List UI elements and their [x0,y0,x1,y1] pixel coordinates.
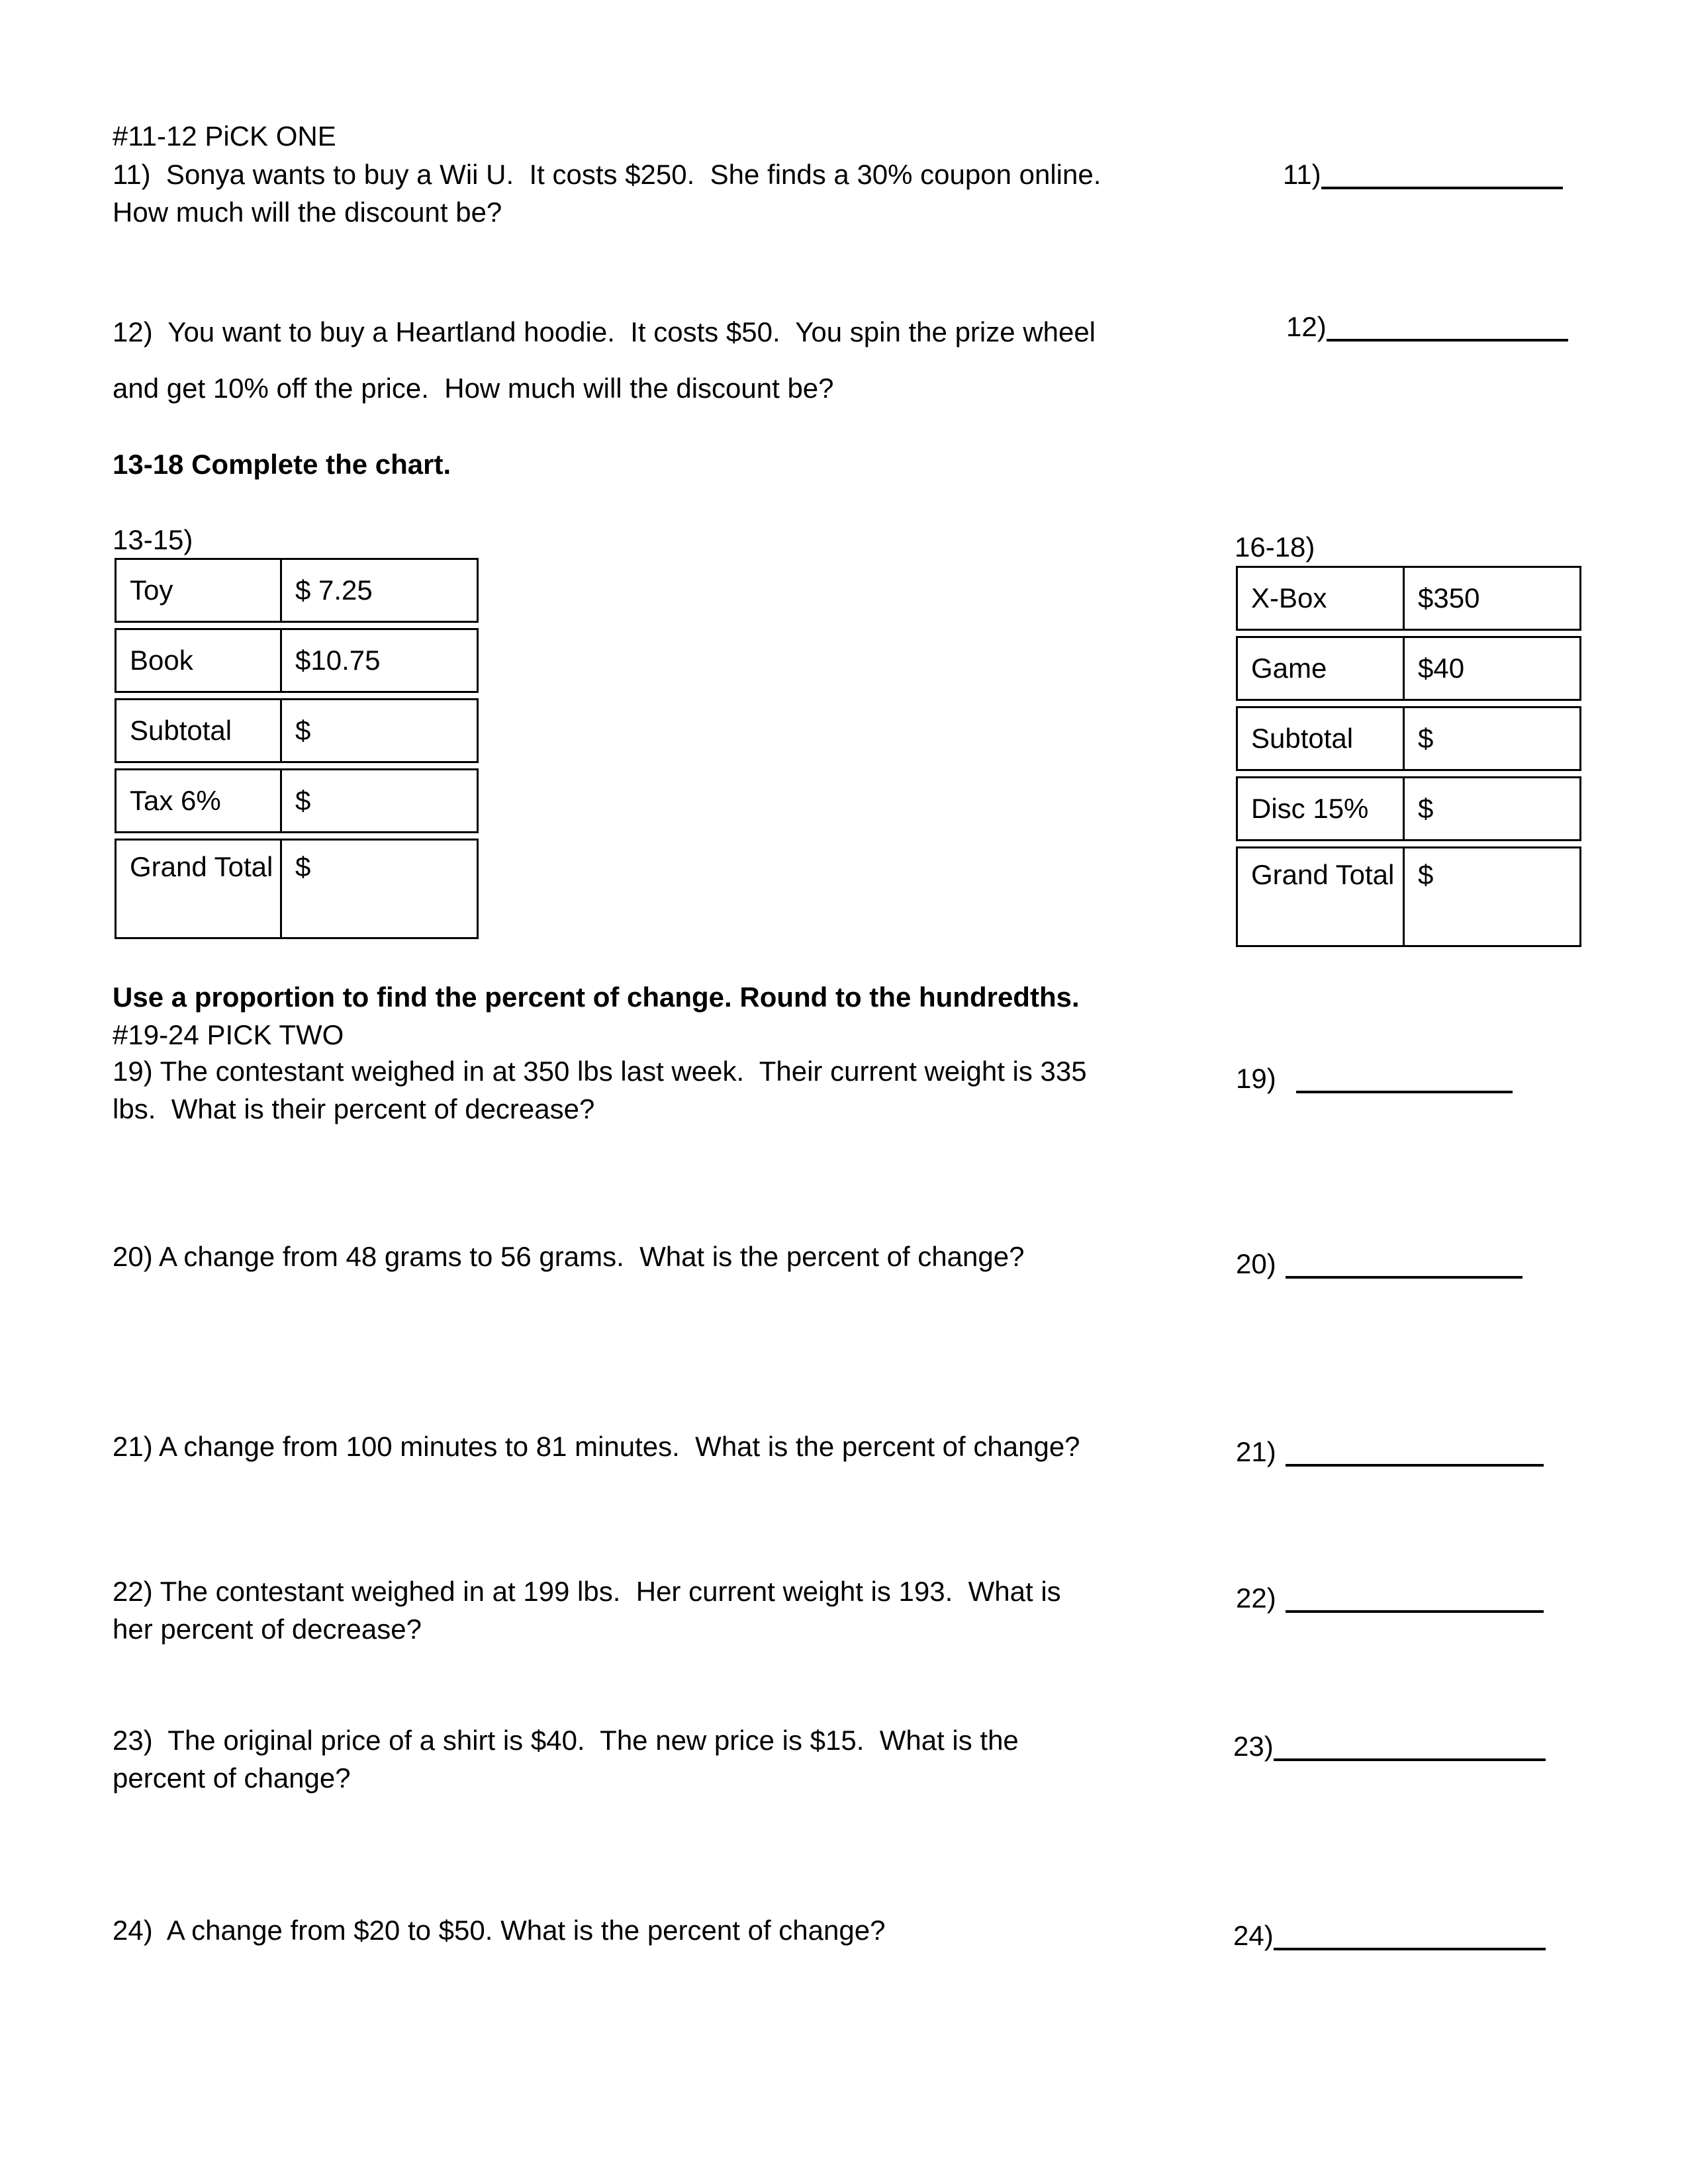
answer-12-blank [1327,311,1568,341]
answer-24-blank [1274,1920,1546,1950]
answer-21-label: 21) [1236,1436,1276,1467]
table-cell-item: Disc 15% [1238,778,1405,839]
question-21-line1: 21) A change from 100 minutes to 81 minutes. What is the percent of change? [113,1431,1080,1462]
table-row [1236,566,1581,631]
table-cell-item: Subtotal [117,700,282,761]
table-row [115,698,479,763]
table-cell-value: $ [295,715,311,746]
question-12-line1: 12) You want to buy a Heartland hoodie. It costs $50. You spin the prize wheel [113,316,1096,347]
answer-11 [1283,159,1563,191]
question-19-line2: lbs. What is their percent of decrease? [113,1093,595,1124]
answer-24 [1233,1920,1546,1952]
table-cell-value: $ [295,851,311,882]
answer-22-label: 22) [1236,1582,1276,1614]
table-row [115,628,479,693]
question-24-line1: 24) A change from $20 to $50. What is the percent of change? [113,1915,886,1946]
question-12-line2: and get 10% off the price. How much will the discount be? [113,373,834,404]
answer-11-blank [1321,159,1563,189]
question-11-line2: How much will the discount be? [113,197,502,228]
table-cell-item: Book [117,630,282,691]
table-cell-value: $350 [1418,582,1480,614]
answer-19 [1236,1063,1513,1095]
table-cell-item: Tax 6% [117,770,282,831]
table-row [1236,776,1581,841]
question-23-line2: percent of change? [113,1762,351,1794]
table-row [115,839,479,939]
left-table-caption: 13-15) [113,524,193,555]
left-table [115,558,479,944]
question-20-line1: 20) A change from 48 grams to 56 grams. What is the percent of change? [113,1241,1025,1272]
table-row [1236,846,1581,947]
pick-one-header: #11-12 PiCK ONE [113,120,336,152]
table-row [1236,636,1581,701]
table-cell-value: $40 [1418,653,1465,684]
answer-24-label: 24) [1233,1920,1274,1951]
right-table [1236,566,1581,952]
question-19-line1: 19) The contestant weighed in at 350 lbs last week. Their current weight is 335 [113,1056,1087,1087]
answer-20-blank [1286,1248,1523,1279]
right-table-caption: 16-18) [1235,531,1315,563]
table-cell-value: $ 7.25 [295,574,373,606]
answer-11-label: 11) [1283,159,1321,190]
pick-two-header: #19-24 PICK TWO [113,1019,344,1050]
table-cell-value: $ [295,785,311,816]
table-cell-item: Game [1238,638,1405,699]
table-cell-value: $ [1418,793,1434,824]
answer-12-label: 12) [1286,311,1327,342]
table-cell-item: Grand Total [117,841,282,937]
table-cell-item: X-Box [1238,568,1405,629]
answer-23-label: 23) [1233,1731,1274,1762]
answer-22-blank [1286,1582,1544,1613]
answer-23 [1233,1731,1546,1762]
table-row [1236,706,1581,771]
answer-23-blank [1274,1731,1546,1761]
answer-22 [1236,1582,1544,1614]
answer-21 [1236,1436,1544,1468]
question-22-line2: her percent of decrease? [113,1614,422,1645]
question-22-line1: 22) The contestant weighed in at 199 lbs. Her current weight is 193. What is [113,1576,1061,1607]
answer-21-blank [1286,1436,1544,1467]
answer-19-blank [1296,1063,1513,1093]
table-cell-value: $ [1418,723,1434,754]
table-cell-item: Subtotal [1238,708,1405,769]
table-cell-item: Grand Total [1238,848,1405,945]
answer-20-label: 20) [1236,1248,1276,1279]
proportion-header: Use a proportion to find the percent of change. Round to the hundredths. [113,981,1080,1013]
answer-19-label: 19) [1236,1063,1276,1094]
question-23-line1: 23) The original price of a shirt is $40. The new price is $15. What is the [113,1725,1019,1756]
table-cell-value: $10.75 [295,645,381,676]
table-row [115,768,479,833]
answer-20 [1236,1248,1523,1280]
table-cell-value: $ [1418,859,1434,890]
table-cell-item: Toy [117,560,282,621]
chart-header: 13-18 Complete the chart. [113,449,451,480]
answer-12 [1286,311,1568,343]
question-11-line1: 11) Sonya wants to buy a Wii U. It costs $250. She finds a 30% coupon online. [113,159,1102,190]
table-row [115,558,479,623]
